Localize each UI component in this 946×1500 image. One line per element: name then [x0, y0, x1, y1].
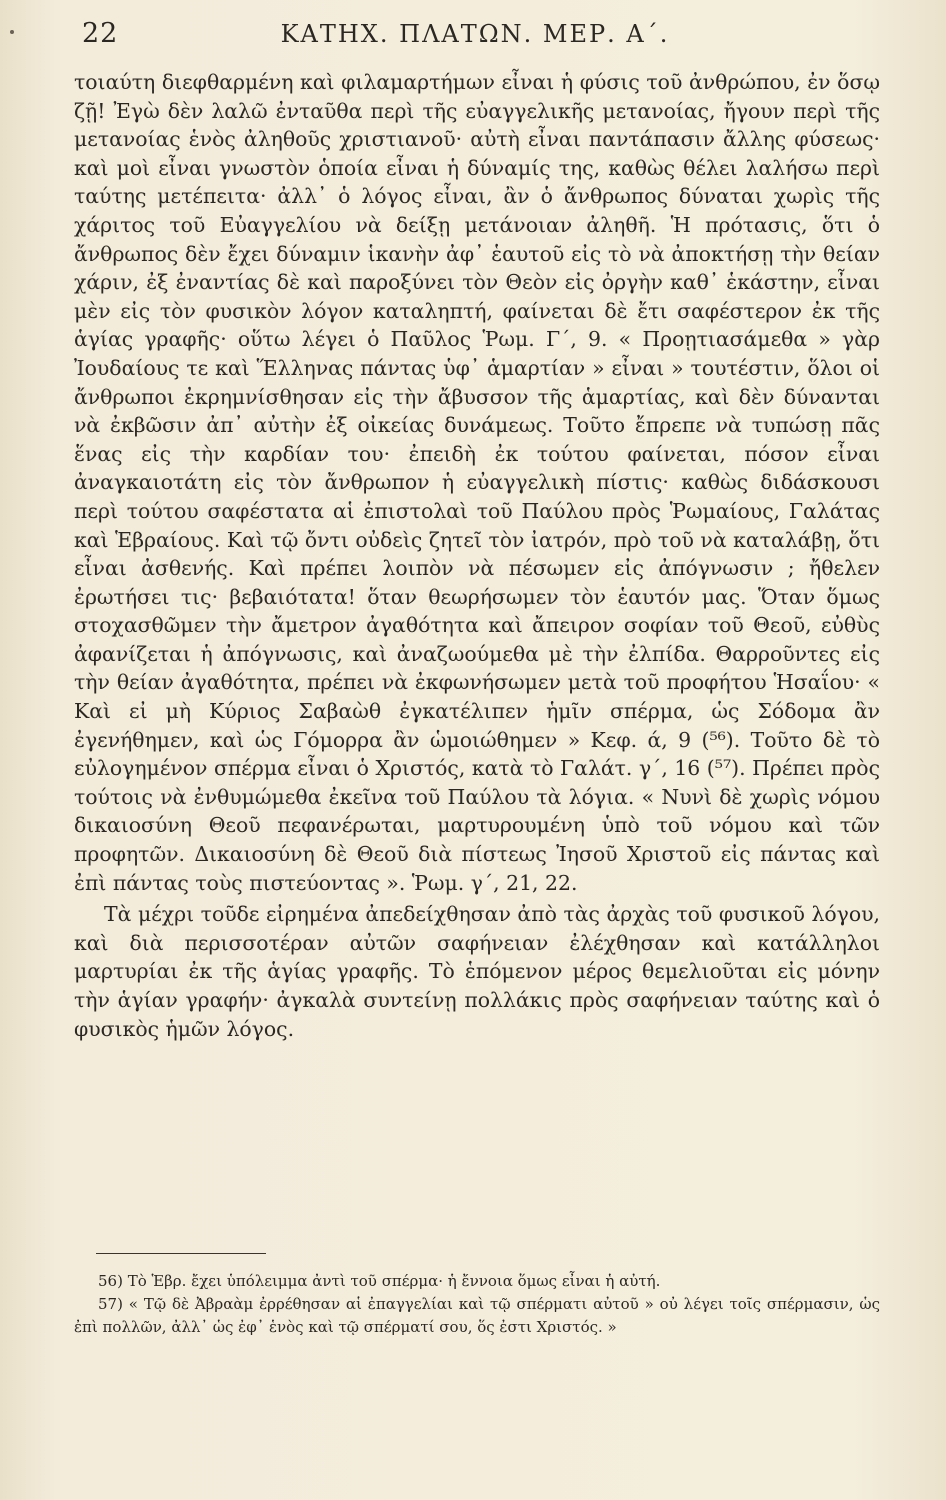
- footnotes: [74, 1270, 880, 1339]
- page-header: [70, 18, 880, 58]
- footnote-rule: [96, 1253, 266, 1254]
- running-head: ΚΑΤΗΧ. ΠΛΑΤΩΝ. ΜΕΡ. Α΄.: [280, 20, 670, 48]
- body-text: [74, 68, 880, 1043]
- paragraph-1: τοιαύτη διεφθαρμένη καὶ φιλαμαρτήμων εἶναι ἡ φύσις τοῦ ἀνθρώπου, ἐν ὅσῳ ζῇ! Ἐγὼ δὲν λαλῶ ἐνταῦθα περὶ τῆς εὐαγγελικῆς μετανοίας, ἤγουν περὶ τῆς μετανοίας ἑνὸς ἀληθοῦς χριστιανοῦ· αὐτὴ εἶναι παντάπασιν ἄλλης φύσεως· καὶ μοὶ εἶναι γνωστὸν ὁποία εἶναι ἡ δύναμίς της, καθὼς θέλει λαλήσω περὶ ταύτης μετέπειτα· ἀλλ᾽ ὁ λόγος εἶναι, ἂν ὁ ἄνθρωπος δύναται χωρὶς τῆς χάριτος τοῦ Εὐαγγελίου νὰ δείξῃ μετάνοιαν ἀληθῆ. Ἡ πρότασις, ὅτι ὁ ἄνθρωπος δὲν ἔχει δύναμιν ἱκανὴν ἀφ᾽ ἑαυτοῦ εἰς τὸ νὰ ἀποκτήσῃ τὴν θείαν χάριν, ἐξ ἐναντίας δὲ καὶ παροξύνει τὸν Θεὸν εἰς ὀργὴν καθ᾽ ἑκάστην, εἶναι μὲν εἰς τὸν φυσικὸν λόγον καταληπτή, φαίνεται δὲ ἔτι σαφέστερον ἐκ τῆς ἁγίας γραφῆς· οὕτω λέγει ὁ Παῦλος Ῥωμ. Γ΄, 9. « Προῃτιασάμεθα » γὰρ Ἰουδαίους τε καὶ Ἕλληνας πάντας ὑφ᾽ ἁμαρτίαν » εἶναι » τουτέστιν, ὅλοι οἱ ἄνθρωποι ἐκρημνίσθησαν εἰς τὴν ἄβυσσον τῆς ἁμαρτίας, καὶ δὲν δύνανται νὰ ἐκβῶσιν ἀπ᾽ αὐτὴν ἐξ οἰκείας δυνάμεως. Τοῦτο ἔπρεπε νὰ τυπώσῃ πᾶς ἕνας εἰς τὴν καρδίαν του· ἐπειδὴ ἐκ τούτου φαίνεται, πόσον εἶναι ἀναγκαιοτάτη εἰς τὸν ἄνθρωπον ἡ εὐαγγελικὴ πίστις· καθὼς διδάσκουσι περὶ τούτου σαφέστατα αἱ ἐπιστολαὶ τοῦ Παύλου πρὸς Ῥωμαίους, Γαλάτας καὶ Ἑβραίους. Καὶ τῷ ὄντι οὐδεὶς ζητεῖ τὸν ἰατρόν, πρὸ τοῦ νὰ καταλάβῃ, ὅτι εἶναι ἀσθενής. Καὶ πρέπει λοιπὸν νὰ πέσωμεν εἰς ἀπόγνωσιν ; ἤθελεν ἐρωτήσει τις· βεβαιότατα! ὅταν θεωρήσωμεν τὸν ἑαυτόν μας. Ὅταν ὅμως στοχασθῶμεν τὴν ἄμετρον ἀγαθότητα καὶ ἄπειρον σοφίαν τοῦ Θεοῦ, εὐθὺς ἀφανίζεται ἡ ἀπόγνωσις, καὶ ἀναζωούμεθα μὲ τὴν ἐλπίδα. Θαρροῦντες εἰς τὴν θείαν ἀγαθότητα, πρέπει νὰ ἐκφωνήσωμεν μετὰ τοῦ προφήτου Ἡσαΐου· « Καὶ εἰ μὴ Κύριος Σαβαὼθ ἐγκατέλιπεν ἡμῖν σπέρμα, ὡς Σόδομα ἂν ἐγενήθημεν, καὶ ὡς Γόμορρα ἂν ὡμοιώθημεν » Κεφ. ά, 9 (⁵⁶). Τοῦτο δὲ τὸ εὐλογημένον σπέρμα εἶναι ὁ Χριστός, κατὰ τὸ Γαλάτ. γ΄, 16 (⁵⁷). Πρέπει πρὸς τούτοις νὰ ἐνθυμώμεθα ἐκεῖνα τοῦ Παύλου τὰ λόγια. « Νυνὶ δὲ χωρὶς νόμου δικαιοσύνη Θεοῦ πεφανέρωται, μαρτυρουμένη ὑπὸ τοῦ νόμου καὶ τῶν προφητῶν. Δικαιοσύνη δὲ Θεοῦ διὰ πίστεως Ἰησοῦ Χριστοῦ εἰς πάντας καὶ ἐπὶ πάντας τοὺς πιστεύοντας ». Ῥωμ. γ΄, 21, 22.: [74, 70, 880, 895]
- page-number: 22: [82, 18, 119, 49]
- footnote-57: 57) « Τῷ δὲ Ἀβραὰμ ἐρρέθησαν αἱ ἐπαγγελίαι καὶ τῷ σπέρματι αὐτοῦ » οὐ λέγει τοῖς σπέρμασιν, ὡς ἐπὶ πολλῶν, ἀλλ᾽ ὡς ἐφ᾽ ἑνὸς καὶ τῷ σπέρματί σου, ὅς ἐστι Χριστός. »: [74, 1295, 880, 1336]
- paragraph-2: Τὰ μέχρι τοῦδε εἰρημένα ἀπεδείχθησαν ἀπὸ τὰς ἀρχὰς τοῦ φυσικοῦ λόγου, καὶ διὰ περισσοτέραν αὐτῶν σαφήνειαν ἐλέχθησαν καὶ κατάλληλοι μαρτυρίαι ἐκ τῆς ἁγίας γραφῆς. Τὸ ἑπόμενον μέρος θεμελιοῦται εἰς μόνην τὴν ἁγίαν γραφήν· ἀγκαλὰ συντείνῃ πολλάκις πρὸς σαφήνειαν ταύτης καὶ ὁ φυσικὸς ἡμῶν λόγος.: [74, 902, 880, 1041]
- margin-speck: [10, 30, 14, 34]
- footnote-56: 56) Τὸ Ἑβρ. ἔχει ὑπόλειμμα ἀντὶ τοῦ σπέρμα· ἡ ἔννοια ὅμως εἶναι ἡ αὐτή.: [98, 1272, 661, 1290]
